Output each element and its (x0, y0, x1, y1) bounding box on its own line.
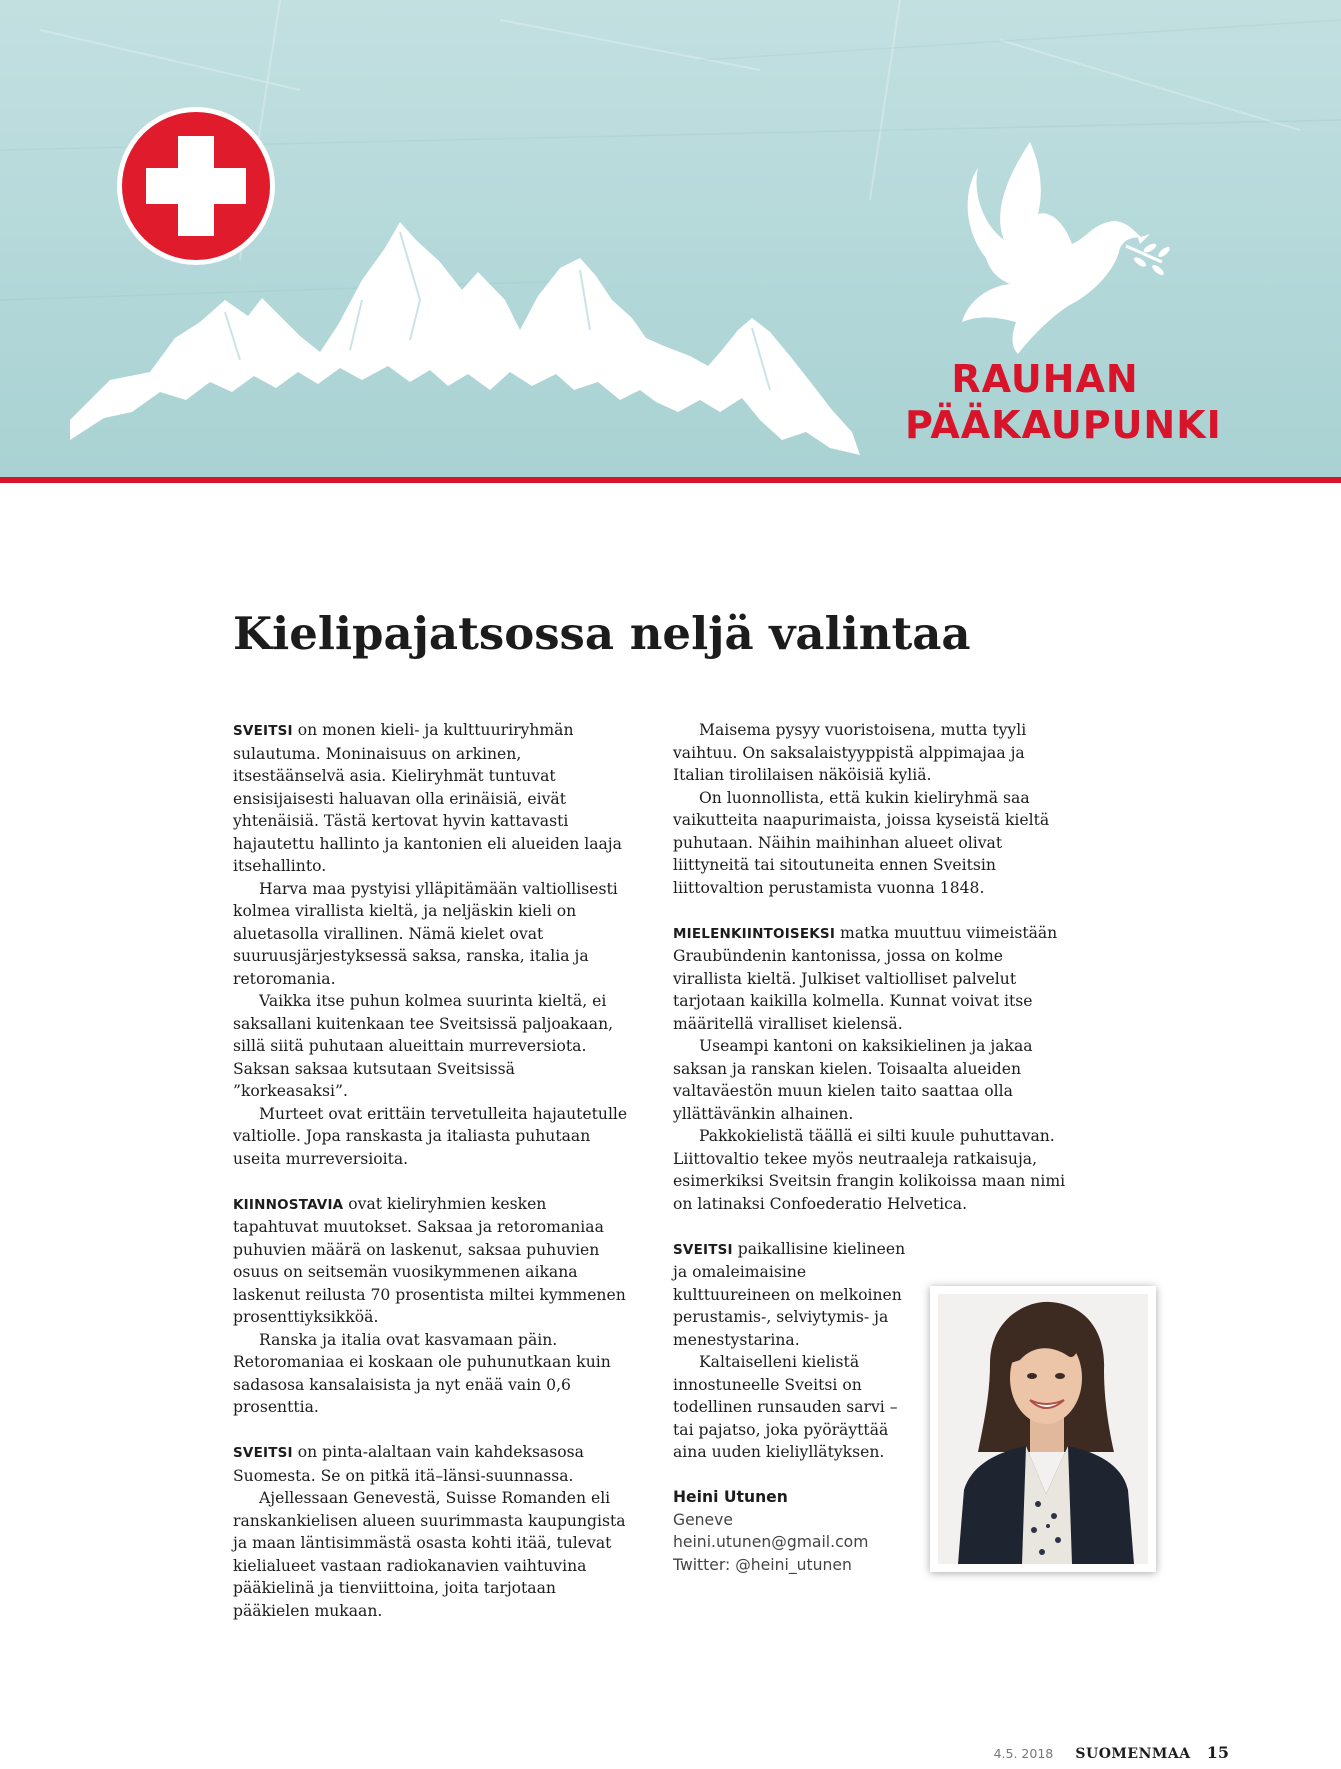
paragraph: SVEITSI paikallisine kielineen ja omaleimaisine kulttuureineen on melkoinen perustamis-, selviytymis- ja menestystarina. (673, 1239, 906, 1349)
section-title-line1: RAUHAN (951, 357, 1139, 401)
paragraph: Harva maa pystyisi ylläpitämään valtiollisesti kolmea virallista kieltä, ja neljäskin kieli on aluetasolla virallinen. Nämä kielet ovat suuruusjärjestyksessä saksa, ranska, italia ja retoromania. (233, 879, 618, 988)
author-name: Heini Utunen (673, 1488, 788, 1506)
paragraph: On luonnollista, että kukin kieliryhmä saa vaikutteita naapurimaista, joissa kyseistä kieltä puhutaan. Näihin maihinhan alueet olivat liittyneitä tai sitoutuneita ennen Sveitsin liittovaltion perustamista vuonna 1848. (673, 788, 1050, 897)
issue-date: 4.5. 2018 (993, 1746, 1054, 1761)
author-portrait (930, 1286, 1156, 1572)
lead-word: SVEITSI (673, 1241, 733, 1258)
paragraph: Maisema pysyy vuoristoisena, mutta tyyli vaihtuu. On saksalaistyyppistä alppimajaa ja Italian tirolilaisen näköisiä kyliä. (673, 721, 1027, 784)
swiss-flag-icon (122, 112, 270, 260)
lead-word: SVEITSI (233, 1445, 293, 1461)
paragraph: Kaltaiselleni kielistä innostuneelle Sveitsi on todellinen runsauden sarvi – tai pajatso, joka pyöräyttää aina uuden kieliyllätyksen. (673, 1353, 898, 1461)
paragraph: Murteet ovat erittäin tervetulleita hajautetulle valtiolle. Jopa ranskasta ja italiasta puhutaan useita murreversioita. (233, 1104, 628, 1168)
paragraph: Ranska ja italia ovat kasvamaan päin. Retoromaniaa ei koskaan ole puhunutkaan kuin sadasosa kansalaisista ja nyt enää vain 0,6 prosenttia. (233, 1330, 611, 1416)
lead-word: MIELENKIINTOISEKSI (673, 925, 836, 942)
section-title (905, 356, 1222, 448)
dove-icon (962, 142, 1171, 354)
paragraph: Ajellessaan Genevestä, Suisse Romanden eli ranskankielisen alueen suurimmasta kaupungista ja maan läntisimmästä osasta kohti itää, tulevat kielialueet vastaan radiokanavien vaihtuvina pääkielinä ja tienviittoina, joita tarjotaan pääkielen mukaan. (233, 1489, 626, 1620)
paragraph: Useampi kantoni on kaksikielinen ja jakaa saksan ja ranskan kielen. Toisaalta alueiden valtaväestön muun kielen taito saattaa olla yllättävänkin alhainen. (673, 1037, 1033, 1123)
header-banner (0, 0, 1341, 477)
paragraph: KIINNOSTAVIA ovat kieliryhmien kesken tapahtuvat muutokset. Saksaa ja retoromaniaa puhuvien määrä on laskenut, saksaa puhuvien osuus on seitsemän vuosikymmenen aikana laskenut reilusta 70 prosentista miltei kymmenen prosenttiyksikköä. (233, 1194, 626, 1326)
paragraph: Pakkokielistä täällä ei silti kuule puhuttavan. Liittovaltio tekee myös neutraaleja ratkaisuja, esimerkiksi Sveitsin frangin kolikoissa maan nimi on latinaksi Confoederatio Helvetica. (673, 1127, 1066, 1213)
author-email: heini.utunen@gmail.com (673, 1533, 869, 1551)
publication-name: SUOMENMAA (1075, 1746, 1191, 1762)
section-title-line2: PÄÄKAUPUNKI (905, 403, 1222, 447)
header-divider (0, 477, 1341, 483)
page-number: 15 (1206, 1743, 1229, 1762)
lead-word: KIINNOSTAVIA (233, 1196, 344, 1213)
paragraph: SVEITSI on pinta-alaltaan vain kahdeksasosa Suomesta. Se on pitkä itä–länsi-suunnassa. (233, 1443, 584, 1485)
author-twitter: Twitter: @heini_utunen (673, 1555, 852, 1574)
article-column-left (233, 719, 633, 1622)
page-footer (994, 1743, 1229, 1763)
paragraph: MIELENKIINTOISEKSI matka muuttuu viimeistään Graubündenin kantonissa, jossa on kolme virallista kieltä. Julkiset valtiolliset palvelut tarjotaan kaikilla kolmella. Kunnat voivat itse määritellä viralliset kielensä. (673, 923, 1058, 1033)
author-photo (938, 1294, 1148, 1564)
paragraph: SVEITSI on monen kieli- ja kulttuuriryhmän sulautuma. Moninaisuus on arkinen, itsestäänselvä asia. Kieliryhmät tuntuvat ensisijaisesti haluavan olla erinäisiä, eivät yhtenäisiä. Tästä kertovat hyvin kattavasti hajautettu hallinto ja kantonien eli alueiden laaja itsehallinto. (233, 721, 622, 875)
lead-word: SVEITSI (233, 723, 293, 739)
article-headline: Kielipajatsossa neljä valintaa (233, 607, 971, 660)
paragraph: Vaikka itse puhun kolmea suurinta kieltä, ei saksallani kuitenkaan tee Sveitsissä paljoakaan, sillä siitä puhutaan alueittain murreversiota. Saksan saksaa kutsutaan Sveitsissä ”korkeasaksi”. (233, 992, 614, 1100)
author-city: Geneve (673, 1510, 733, 1529)
